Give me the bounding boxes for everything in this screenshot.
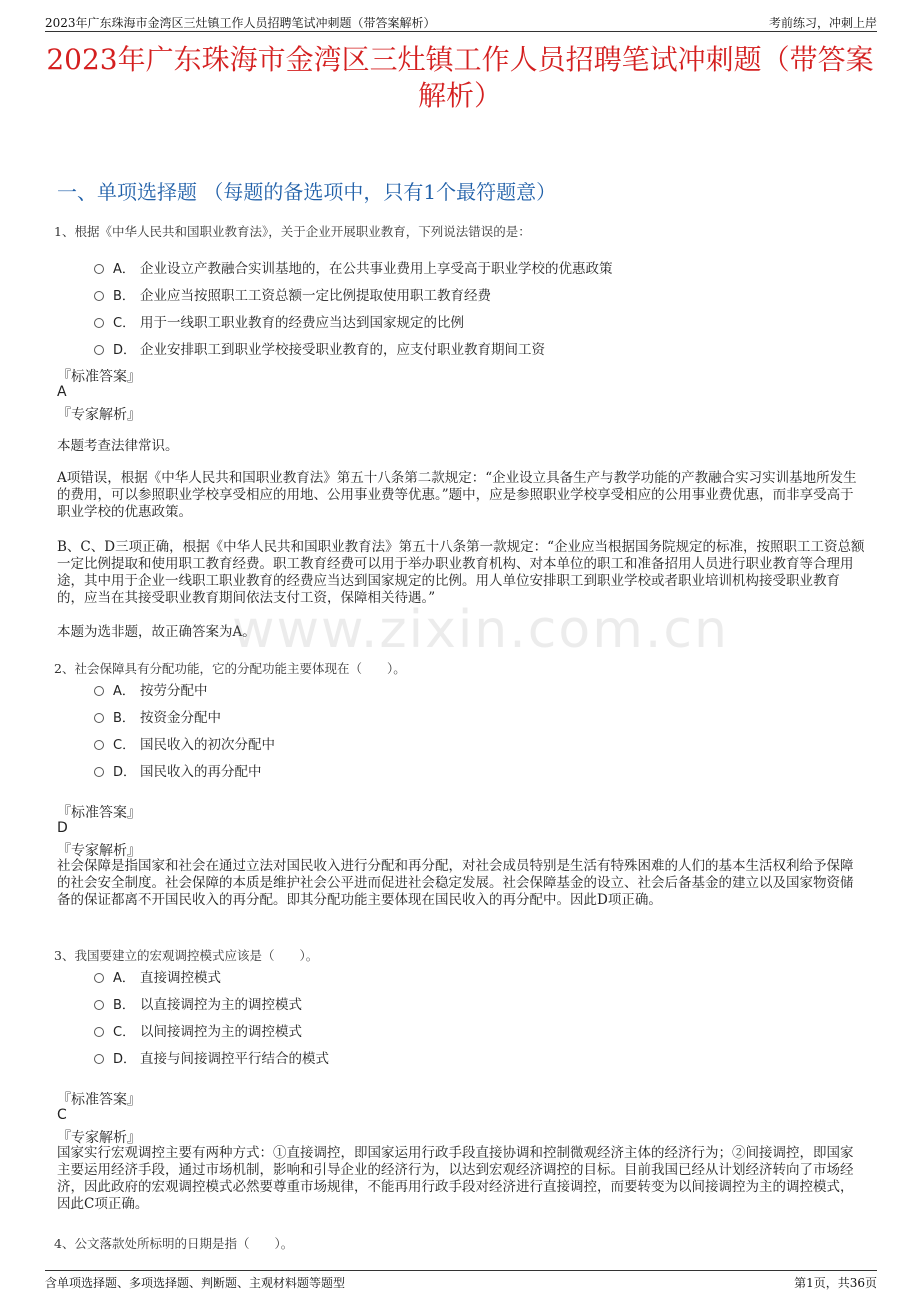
footer-question-types: 含单项选择题、多项选择题、判断题、主观材料题等题型 — [45, 1276, 346, 1290]
question-1-analysis-p3: B、C、D三项正确，根据《中华人民共和国职业教育法》第五十八条第一款规定：“企业应当根据国务院规定的标准，按照职工工资总额一定比例提取和使用职工教育经费。职工教育经费可以用于举办职业教育机构、对本单位的职工和准备招用人员进行职业教育等合理用途，其中用于企业一线职工职业教育的经费应当达到国家规定的比例。用人单位安排职工到职业学校或者职业培训机构接受职业教育的，应当在其接受职业教育期间依法支付工资，保障相关待遇。” — [57, 539, 865, 606]
answer-label: 『标准答案』 — [57, 1092, 141, 1108]
radio-icon[interactable] — [94, 318, 104, 328]
radio-icon[interactable] — [94, 1027, 104, 1037]
page-footer — [45, 1270, 877, 1291]
watermark: www.zixin.com.cn — [232, 600, 729, 660]
question-1-analysis-p4: 本题为选非题，故正确答案为A。 — [57, 624, 256, 640]
radio-icon[interactable] — [94, 973, 104, 983]
question-1-option-b[interactable]: B． 企业应当按照职工工资总额一定比例提取使用职工教育经费 — [94, 284, 491, 304]
radio-icon[interactable] — [94, 345, 104, 355]
answer-label: 『标准答案』 — [57, 369, 141, 385]
answer-label: 『标准答案』 — [57, 805, 141, 821]
section-title: 一、单项选择题 （每题的备选项中，只有1个最符题意） — [57, 180, 557, 204]
radio-icon[interactable] — [94, 740, 104, 750]
header-slogan: 考前练习，冲刺上岸 — [768, 16, 877, 30]
question-3-option-d[interactable]: D． 直接与间接调控平行结合的模式 — [94, 1047, 329, 1067]
radio-icon[interactable] — [94, 686, 104, 696]
radio-icon[interactable] — [94, 291, 104, 301]
question-2-stem: 2、社会保障具有分配功能，它的分配功能主要体现在（ ）。 — [54, 661, 406, 676]
question-4-stem: 4、公文落款处所标明的日期是指（ ）。 — [54, 1236, 294, 1251]
question-2-option-b[interactable]: B． 按资金分配中 — [94, 706, 221, 726]
question-1-analysis-p2: A项错误，根据《中华人民共和国职业教育法》第五十八条第二款规定：“企业设立具备生产与教学功能的产教融合实习实训基地所发生的费用，可以参照职业学校享受相应的用地、公用事业费等优惠。”题中，应是参照职业学校享受相应的公用事业费优惠，而非享受高于职业学校的优惠政策。 — [57, 470, 857, 520]
header-doc-title: 2023年广东珠海市金湾区三灶镇工作人员招聘笔试冲刺题（带答案解析） — [45, 16, 436, 30]
radio-icon[interactable] — [94, 264, 104, 274]
radio-icon[interactable] — [94, 767, 104, 777]
question-2-option-a[interactable]: A． 按劳分配中 — [94, 679, 208, 699]
question-3-option-a[interactable]: A． 直接调控模式 — [94, 966, 221, 986]
question-2-answer: D — [57, 820, 68, 836]
radio-icon[interactable] — [94, 1054, 104, 1064]
question-3-analysis: 国家实行宏观调控主要有两种方式：①直接调控，即国家运用行政手段直接协调和控制微观经济主体的经济行为；②间接调控，即国家主要运用经济手段，通过市场机制，影响和引导企业的经济行为，以达到宏观经济调控的目标。目前我国已经从计划经济转向了市场经济，因此政府的宏观调控模式必然要尊重市场规律，不能再用行政手段对经济进行直接调控，而要转变为以间接调控为主的调控模式，因此C项正确。 — [57, 1145, 854, 1212]
page-number: 第1页，共36页 — [794, 1276, 877, 1290]
radio-icon[interactable] — [94, 713, 104, 723]
question-1-option-d[interactable]: D． 企业安排职工到职业学校接受职业教育的，应支付职业教育期间工资 — [94, 338, 545, 358]
question-1-answer: A — [57, 384, 67, 400]
question-1-option-a[interactable]: A． 企业设立产教融合实训基地的，在公共事业费用上享受高于职业学校的优惠政策 — [94, 257, 613, 277]
question-3-stem: 3、我国要建立的宏观调控模式应该是（ ）。 — [54, 948, 319, 963]
question-2-option-d[interactable]: D． 国民收入的再分配中 — [94, 760, 262, 780]
question-1-stem: 1、根据《中华人民共和国职业教育法》，关于企业开展职业教育，下列说法错误的是： — [54, 224, 531, 239]
analysis-label: 『专家解析』 — [57, 843, 141, 859]
question-1-option-c[interactable]: C． 用于一线职工职业教育的经费应当达到国家规定的比例 — [94, 311, 464, 331]
question-3-option-c[interactable]: C． 以间接调控为主的调控模式 — [94, 1020, 302, 1040]
radio-icon[interactable] — [94, 1000, 104, 1010]
page-header — [45, 11, 877, 32]
question-3-option-b[interactable]: B． 以直接调控为主的调控模式 — [94, 993, 302, 1013]
question-2-option-c[interactable]: C． 国民收入的初次分配中 — [94, 733, 275, 753]
document-title: 2023年广东珠海市金湾区三灶镇工作人员招聘笔试冲刺题（带答案解析） — [46, 43, 874, 112]
analysis-label: 『专家解析』 — [57, 1130, 141, 1146]
question-3-answer: C — [57, 1107, 67, 1123]
question-2-analysis: 社会保障是指国家和社会在通过立法对国民收入进行分配和再分配，对社会成员特别是生活有特殊困难的人们的基本生活权利给予保障的社会安全制度。社会保障的本质是维护社会公平进而促进社会稳定发展。社会保障基金的设立、社会后备基金的建立以及国家物资储备的保证都离不开国民收入的再分配。即其分配功能主要体现在国民收入的再分配中。因此D项正确。 — [57, 858, 854, 908]
analysis-label: 『专家解析』 — [57, 407, 141, 423]
question-1-analysis-p1: 本题考查法律常识。 — [57, 438, 179, 454]
